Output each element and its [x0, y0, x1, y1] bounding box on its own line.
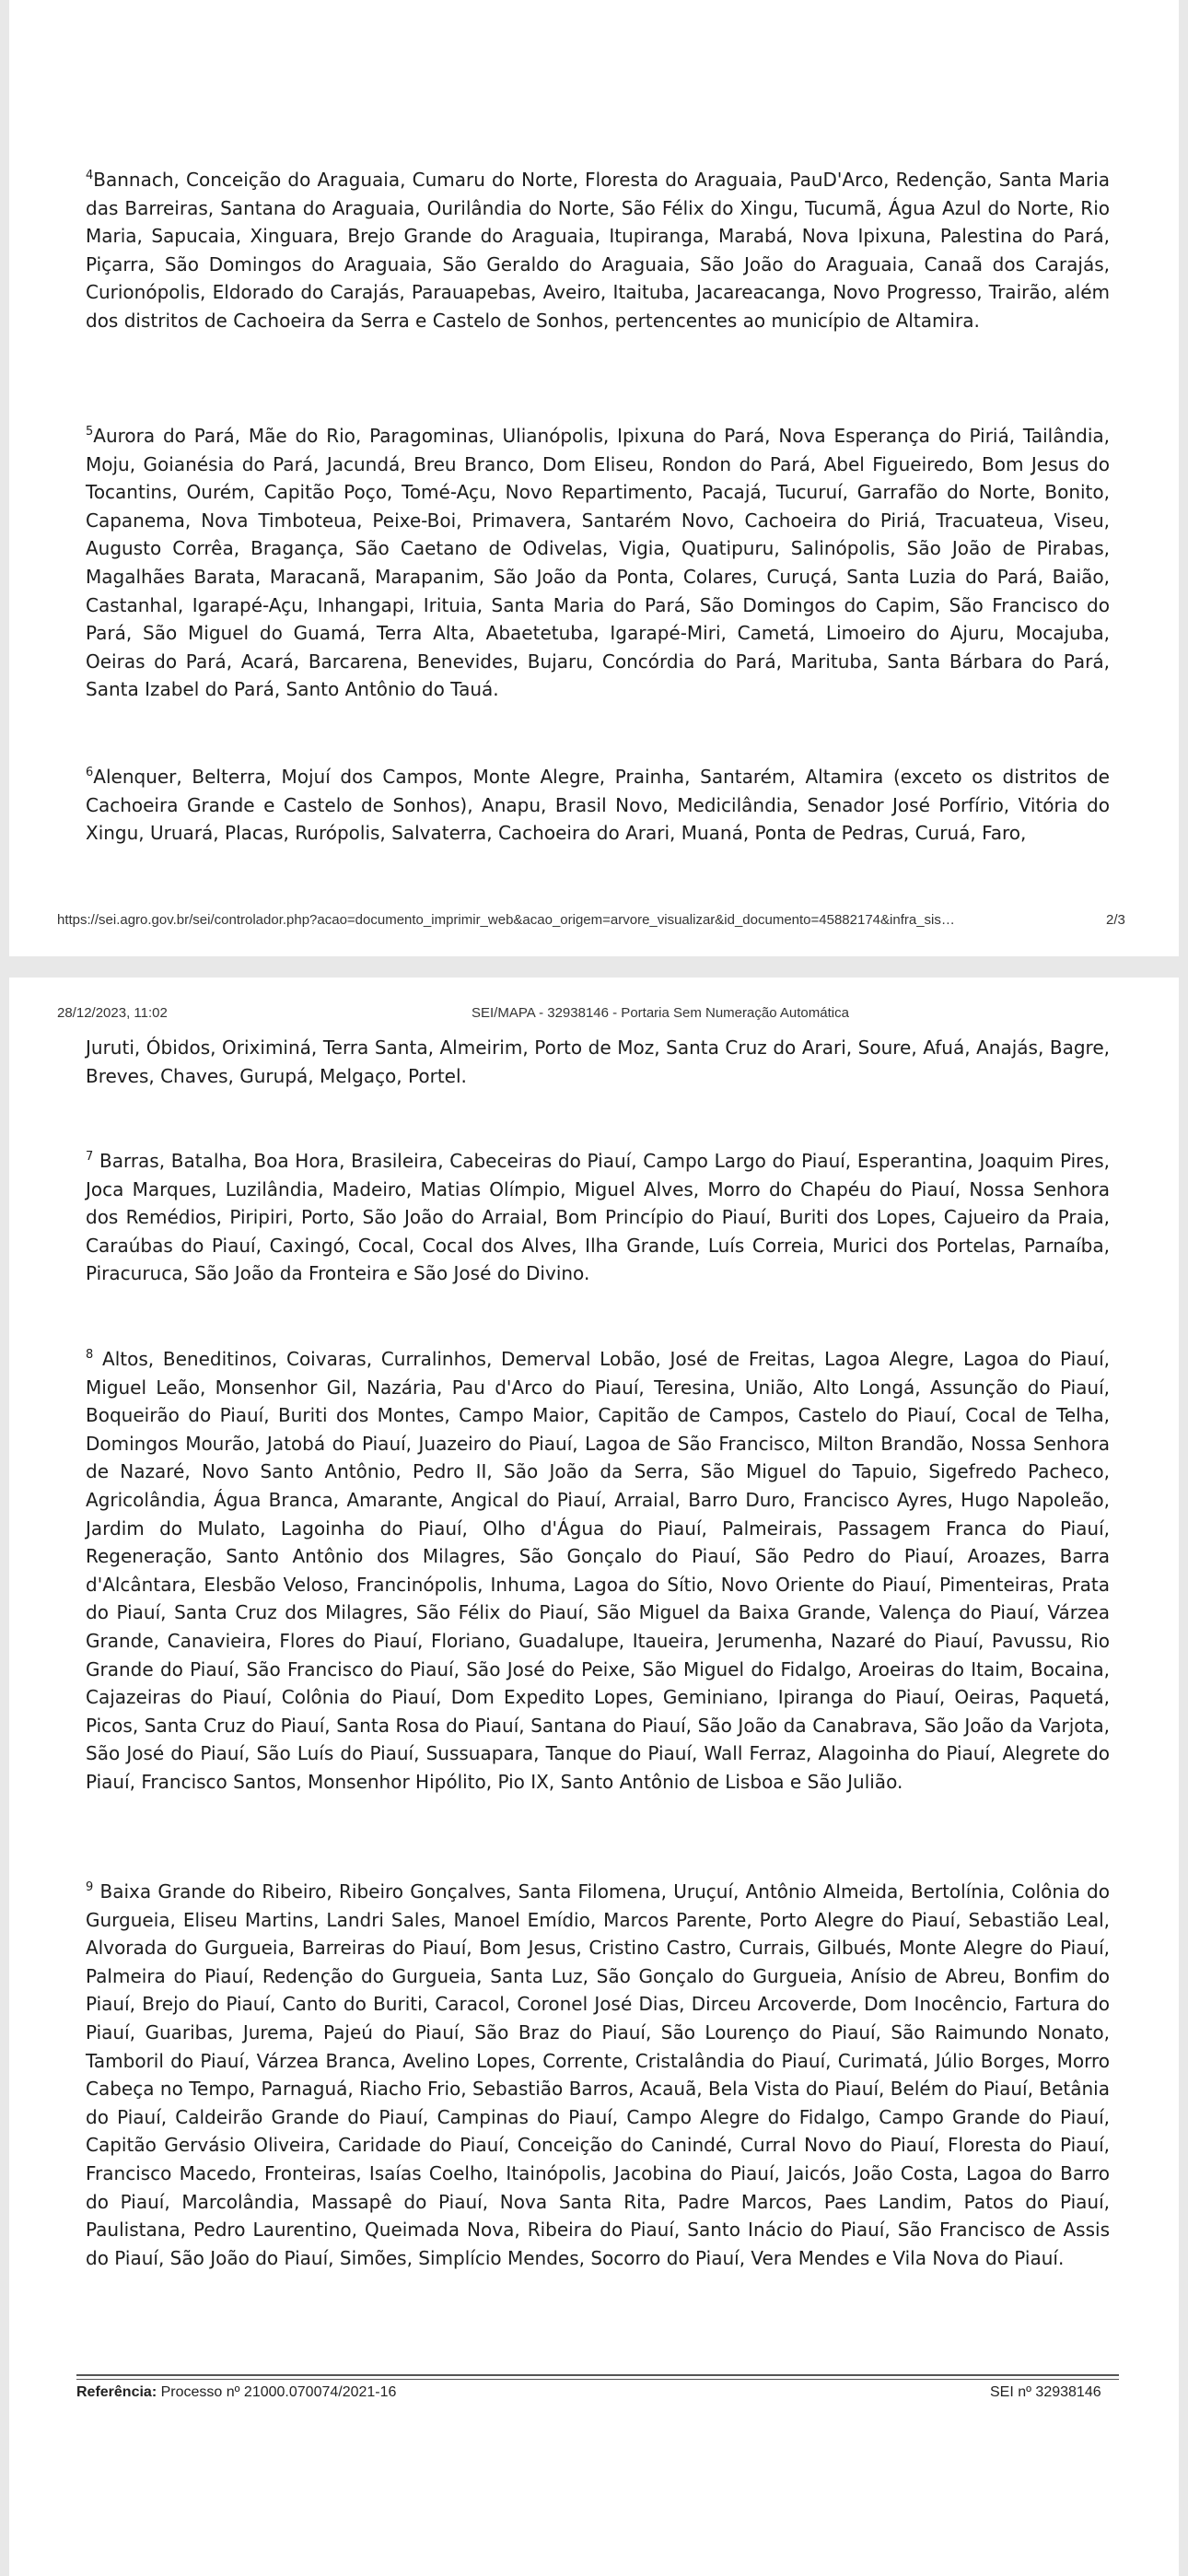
footnote-6-continued: Juruti, Óbidos, Oriximiná, Terra Santa, Almeirim, Porto de Moz, Santa Cruz do Arari, Soure, Afuá, Anajás, Bagre, Breves, Chaves, Gurupá, Melgaço, Portel. — [86, 1036, 1110, 1087]
footnote-4: $^4$Bannach, Conceição do Araguaia, Cumaru do Norte, Floresta do Araguaia, PauD'Arco, Redenção, Santa Maria das Barreiras, Santana do Araguaia, Ourilândia do Norte, São Félix do Xingu, Tucumã, Água Azul do Norte, Rio Maria, Sapucaia, Xinguara, Brejo Grande do Araguaia, Itupiranga, Marabá, Nova Ipixuna, Palestina do Pará, Piçarra, São Domingos do Araguaia, São Geraldo do Araguaia, São João do Araguaia, Canaã dos Carajás, Curionópolis, Eldorado do Carajás, Parauapebas, Aveiro, Itaituba, Jacareacanga, Novo Progresso, Trairão, além dos distritos de Cachoeira da Serra e Castelo de Sonhos, pertencentes ao município de Altamira. — [86, 169, 1110, 332]
footnote-5: $^5$Aurora do Pará, Mãe do Rio, Paragominas, Ulianópolis, Ipixuna do Pará, Nova Esperança do Piriá, Tailândia, Moju, Goianésia do Pará, Jacundá, Breu Branco, Dom Eliseu, Rondon do Pará, Abel Figueiredo, Bom Jesus do Tocantins, Ourém, Capitão Poço, Tomé-Açu, Novo Repartimento, Pacajá, Tucuruí, Garrafão do Norte, Bonito, Capanema, Nova Timboteua, Peixe-Boi, Primavera, Santarém Novo, Cachoeira do Piriá, Tracuateua, Viseu, Augusto Corrêa, Bragança, São Caetano de Odivelas, Vigia, Quatipuru, Salinópolis, São João de Pirabas, Magalhães Barata, Maracanã, Marapanim, São João da Ponta, Colares, Curuçá, Santa Luzia do Pará, Baião, Castanhal, Igarapé-Açu, Inhangapi, Irituia, Santa Maria do Pará, São Domingos do Capim, São Francisco do Pará, São Miguel do Guamá, Terra Alta, Abaetetuba, Igarapé-Miri, Cametá, Limoeiro do Ajuru, Mocajuba, Oeiras do Pará, Acará, Barcarena, Benevides, Bujaru, Concórdia do Pará, Marituba, Santa Bárbara do Pará, Santa Izabel do Pará, Santo Antônio do Tauá. — [86, 425, 1110, 701]
document-page-3 — [9, 978, 1179, 2576]
reference-divider-top — [76, 2374, 1119, 2376]
footnote-9: $^9$ Baixa Grande do Ribeiro, Ribeiro Gonçalves, Santa Filomena, Uruçuí, Antônio Almeida, Bertolínia, Colônia do Gurgueia, Eliseu Martins, Landri Sales, Manoel Emídio, Marcos Parente, Porto Alegre do Piauí, Sebastião Leal, Alvorada do Gurgueia, Barreiras do Piauí, Bom Jesus, Cristino Castro, Currais, Gilbués, Monte Alegre do Piauí, Palmeira do Piauí, Redenção do Gurgueia, Santa Luz, São Gonçalo do Gurgueia, Anísio de Abreu, Bonfim do Piauí, Brejo do Piauí, Canto do Buriti, Caracol, Coronel José Dias, Dirceu Arcoverde, Dom Inocêncio, Fartura do Piauí, Guaribas, Jurema, Pajeú do Piauí, São Braz do Piauí, São Lourenço do Piauí, São Raimundo Nonato, Tamboril do Piauí, Várzea Branca, Avelino Lopes, Corrente, Cristalândia do Piauí, Curimatá, Júlio Borges, Morro Cabeça no Tempo, Parnaguá, Riacho Frio, Sebastião Barros, Acauã, Bela Vista do Piauí, Belém do Piauí, Betânia do Piauí, Caldeirão Grande do Piauí, Campinas do Piauí, Campo Alegre do Fidalgo, Campo Grande do Piauí, Capitão Gervásio Oliveira, Caridade do Piauí, Conceição do Canindé, Curral Novo do Piauí, Floresta do Piauí, Francisco Macedo, Fronteiras, Isaías Coelho, Itainópolis, Jacobina do Piauí, Jaicós, João Costa, Lagoa do Barro do Piauí, Marcolândia, Massapê do Piauí, Nova Santa Rita, Padre Marcos, Paes Landim, Patos do Piauí, Paulistana, Pedro Laurentino, Queimada Nova, Ribeira do Piauí, Santo Inácio do Piauí, São Francisco de Assis do Piauí, São João do Piauí, Simões, Simplício Mendes, Socorro do Piauí, Vera Mendes e Vila Nova do Piauí. — [86, 1880, 1110, 2269]
footnote-7: $^7$ Barras, Batalha, Boa Hora, Brasileira, Cabeceiras do Piauí, Campo Largo do Piauí, Esperantina, Joaquim Pires, Joca Marques, Luzilândia, Madeiro, Matias Olímpio, Miguel Alves, Morro do Chapéu do Piauí, Nossa Senhora dos Remédios, Piripiri, Porto, São João do Arraial, Bom Princípio do Piauí, Buriti dos Lopes, Cajueiro da Praia, Caraúbas do Piauí, Caxingó, Cocal, Cocal dos Alves, Ilha Grande, Luís Correia, Murici dos Portelas, Parnaíba, Piracuruca, São João da Fronteira e São José do Divino. — [86, 1150, 1110, 1285]
footnote-6: $^6$Alenquer, Belterra, Mojuí dos Campos, Monte Alegre, Prainha, Santarém, Altamira (exceto os distritos de Cachoeira Grande e Castelo de Sonhos), Anapu, Brasil Novo, Medicilândia, Senador José Porfírio, Vitória do Xingu, Uruará, Placas, Rurópolis, Salvaterra, Cachoeira do Arari, Muaná, Ponta de Pedras, Curuá, Faro, — [86, 766, 1110, 845]
header-title: SEI/MAPA - 32938146 - Portaria Sem Numeração Automática — [472, 1005, 849, 1021]
header-date: 28/12/2023, 11:02 — [57, 1005, 168, 1021]
footnote-8: $^8$ Altos, Beneditinos, Coivaras, Curralinhos, Demerval Lobão, José de Freitas, Lagoa Alegre, Lagoa do Piauí, Miguel Leão, Monsenhor Gil, Nazária, Pau d'Arco do Piauí, Teresina, União, Alto Longá, Assunção do Piauí, Boqueirão do Piauí, Buriti dos Montes, Campo Maior, Capitão de Campos, Castelo do Piauí, Cocal de Telha, Domingos Mourão, Jatobá do Piauí, Juazeiro do Piauí, Lagoa de São Francisco, Milton Brandão, Nossa Senhora de Nazaré, Novo Santo Antônio, Pedro II, São João da Serra, São Miguel do Tapuio, Sigefredo Pacheco, Agricolândia, Água Branca, Amarante, Angical do Piauí, Arraial, Barro Duro, Francisco Ayres, Hugo Napoleão, Jardim do Mulato, Lagoinha do Piauí, Olho d'Água do Piauí, Palmeirais, Passagem Franca do Piauí, Regeneração, Santo Antônio dos Milagres, São Gonçalo do Piauí, São Pedro do Piauí, Aroazes, Barra d'Alcântara, Elesbão Veloso, Francinópolis, Inhuma, Lagoa do Sítio, Novo Oriente do Piauí, Pimenteiras, Prata do Piauí, Santa Cruz dos Milagres, São Félix do Piauí, São Miguel da Baixa Grande, Valença do Piauí, Várzea Grande, Canavieira, Flores do Piauí, Floriano, Guadalupe, Itaueira, Jerumenha, Nazaré do Piauí, Pavussu, Rio Grande do Piauí, São Francisco do Piauí, São José do Peixe, São Miguel do Fidalgo, Aroeiras do Itaim, Bocaina, Cajazeiras do Piauí, Colônia do Piauí, Dom Expedito Lopes, Geminiano, Ipiranga do Piauí, Oeiras, Paquetá, Picos, Santa Cruz do Piauí, Santa Rosa do Piauí, Santana do Piauí, São João da Canabrava, São João da Varjota, São José do Piauí, São Luís do Piauí, Sussuapara, Tanque do Piauí, Wall Ferraz, Alagoinha do Piauí, Alegrete do Piauí, Francisco Santos, Monsenhor Hipólito, Pio IX, Santo Antônio de Lisboa e São Julião. — [86, 1348, 1110, 1793]
sei-number: SEI nº 32938146 — [990, 2384, 1101, 2400]
document-page-2 — [9, 0, 1179, 956]
page-number: 2/3 — [1106, 912, 1125, 928]
reference-line: Referência: Processo nº 21000.070074/2021-16 — [76, 2384, 397, 2400]
reference-divider-bottom — [76, 2379, 1119, 2380]
footer-url[interactable]: https://sei.agro.gov.br/sei/controlador.php?acao=documento_imprimir_web&acao_origem=arvore_visualizar&id_documento=45882174&infra_sis… — [57, 912, 955, 928]
